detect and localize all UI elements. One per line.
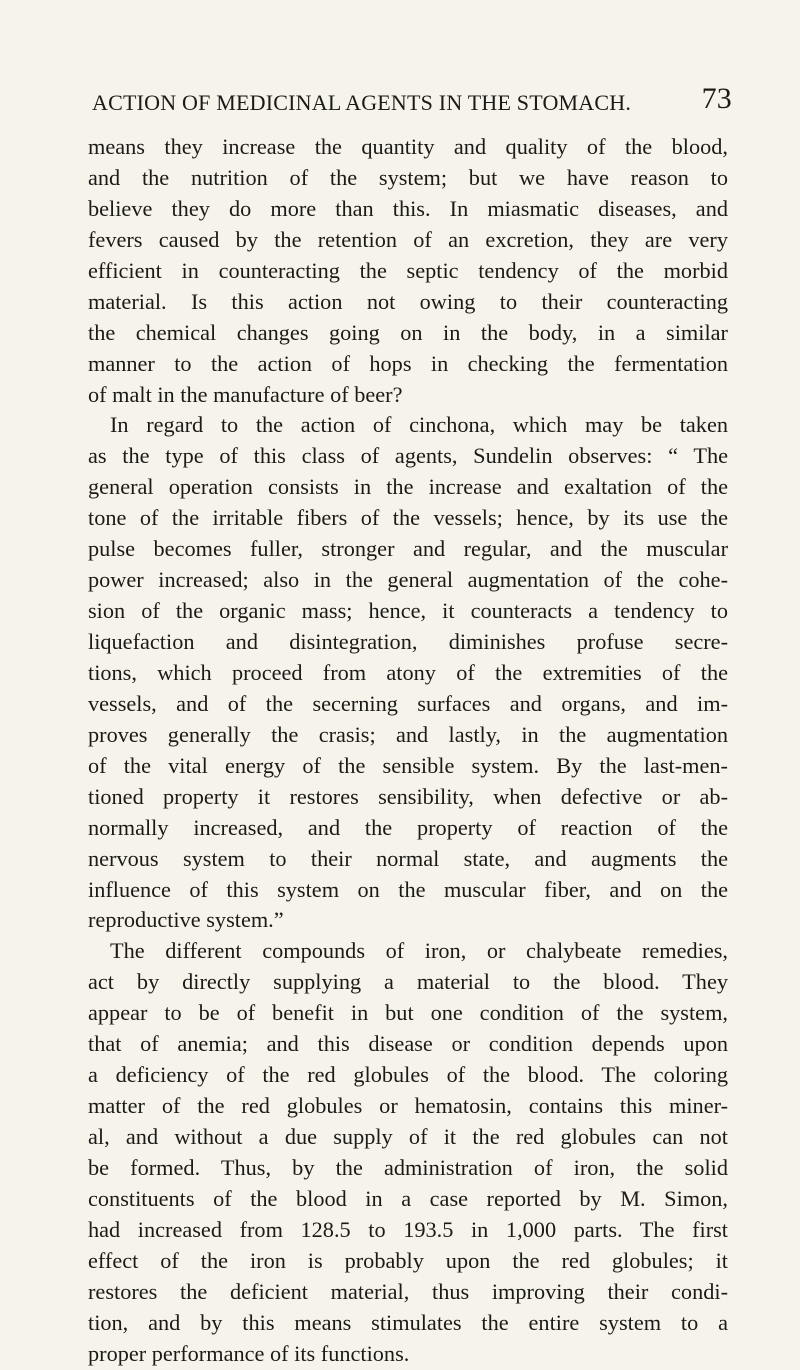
text-line: material. Is this action not owing to their counteracting <box>88 288 728 314</box>
text-line: and the nutrition of the system; but we have reason to <box>88 164 728 190</box>
text-line: fevers caused by the retention of an excretion, they are very <box>88 226 728 252</box>
text-line: as the type of this class of agents, Sundelin observes: “ The <box>88 443 728 469</box>
text-line: tone of the irritable fibers of the vessels; hence, by its use the <box>88 505 728 531</box>
text-line: constituents of the blood in a case reported by M. Simon, <box>88 1185 728 1211</box>
text-line: tioned property it restores sensibility, when defective or ab- <box>88 783 728 809</box>
text-line: matter of the red globules or hematosin, contains this miner- <box>88 1093 728 1119</box>
text-line: tion, and by this means stimulates the entire system to a <box>88 1309 728 1335</box>
text-line: effect of the iron is probably upon the red globules; it <box>88 1247 728 1273</box>
text-line: In regard to the action of cinchona, which may be taken <box>110 412 728 438</box>
text-line: al, and without a due supply of it the red globules can not <box>88 1124 728 1149</box>
body-text <box>88 132 728 1370</box>
text-line: be formed. Thus, by the administration of iron, the solid <box>88 1154 728 1180</box>
text-line: had increased from 128.5 to 193.5 in 1,000 parts. The first <box>88 1216 728 1242</box>
running-head <box>92 82 732 122</box>
text-line: liquefaction and disintegration, diminishes profuse secre- <box>88 629 728 654</box>
text-line: a deficiency of the red globules of the blood. The coloring <box>88 1062 728 1088</box>
text-line: the chemical changes going on in the body, in a similar <box>88 319 728 345</box>
page-number: 73 <box>701 82 732 115</box>
text-line: proper performance of its functions. <box>88 1340 410 1366</box>
text-line: means they increase the quantity and quality of the blood, <box>88 134 728 159</box>
text-line: act by directly supplying a material to the blood. They <box>88 969 728 995</box>
text-line: appear to be of benefit in but one condition of the system, <box>88 1000 728 1026</box>
text-line: reproductive system.” <box>88 907 284 933</box>
text-line: sion of the organic mass; hence, it counteracts a tendency to <box>88 598 728 624</box>
text-line: influence of this system on the muscular fiber, and on the <box>88 876 728 902</box>
text-line: nervous system to their normal state, and augments the <box>88 845 728 871</box>
text-line: believe they do more than this. In miasmatic diseases, and <box>88 195 728 221</box>
text-line: normally increased, and the property of reaction of the <box>88 814 728 840</box>
text-line: general operation consists in the increase and exaltation of the <box>88 474 728 500</box>
text-line: The different compounds of iron, or chalybeate remedies, <box>110 938 728 964</box>
text-line: manner to the action of hops in checking the fermentation <box>88 350 728 376</box>
text-line: power increased; also in the general augmentation of the cohe- <box>88 567 728 593</box>
running-title: ACTION OF MEDICINAL AGENTS IN THE STOMACH. <box>92 90 632 115</box>
text-line: vessels, and of the secerning surfaces and organs, and im- <box>88 690 728 716</box>
text-line: restores the deficient material, thus improving their condi- <box>88 1278 728 1304</box>
text-line: tions, which proceed from atony of the extremities of the <box>88 659 728 685</box>
text-line: of the vital energy of the sensible system. By the last-men- <box>88 752 728 778</box>
text-line: pulse becomes fuller, stronger and regular, and the muscular <box>88 536 728 562</box>
text-line: of malt in the manufacture of beer? <box>88 381 403 407</box>
text-line: efficient in counteracting the septic tendency of the morbid <box>88 257 728 283</box>
text-line: that of anemia; and this disease or condition depends upon <box>88 1031 728 1057</box>
text-line: proves generally the crasis; and lastly, in the augmentation <box>88 721 728 747</box>
